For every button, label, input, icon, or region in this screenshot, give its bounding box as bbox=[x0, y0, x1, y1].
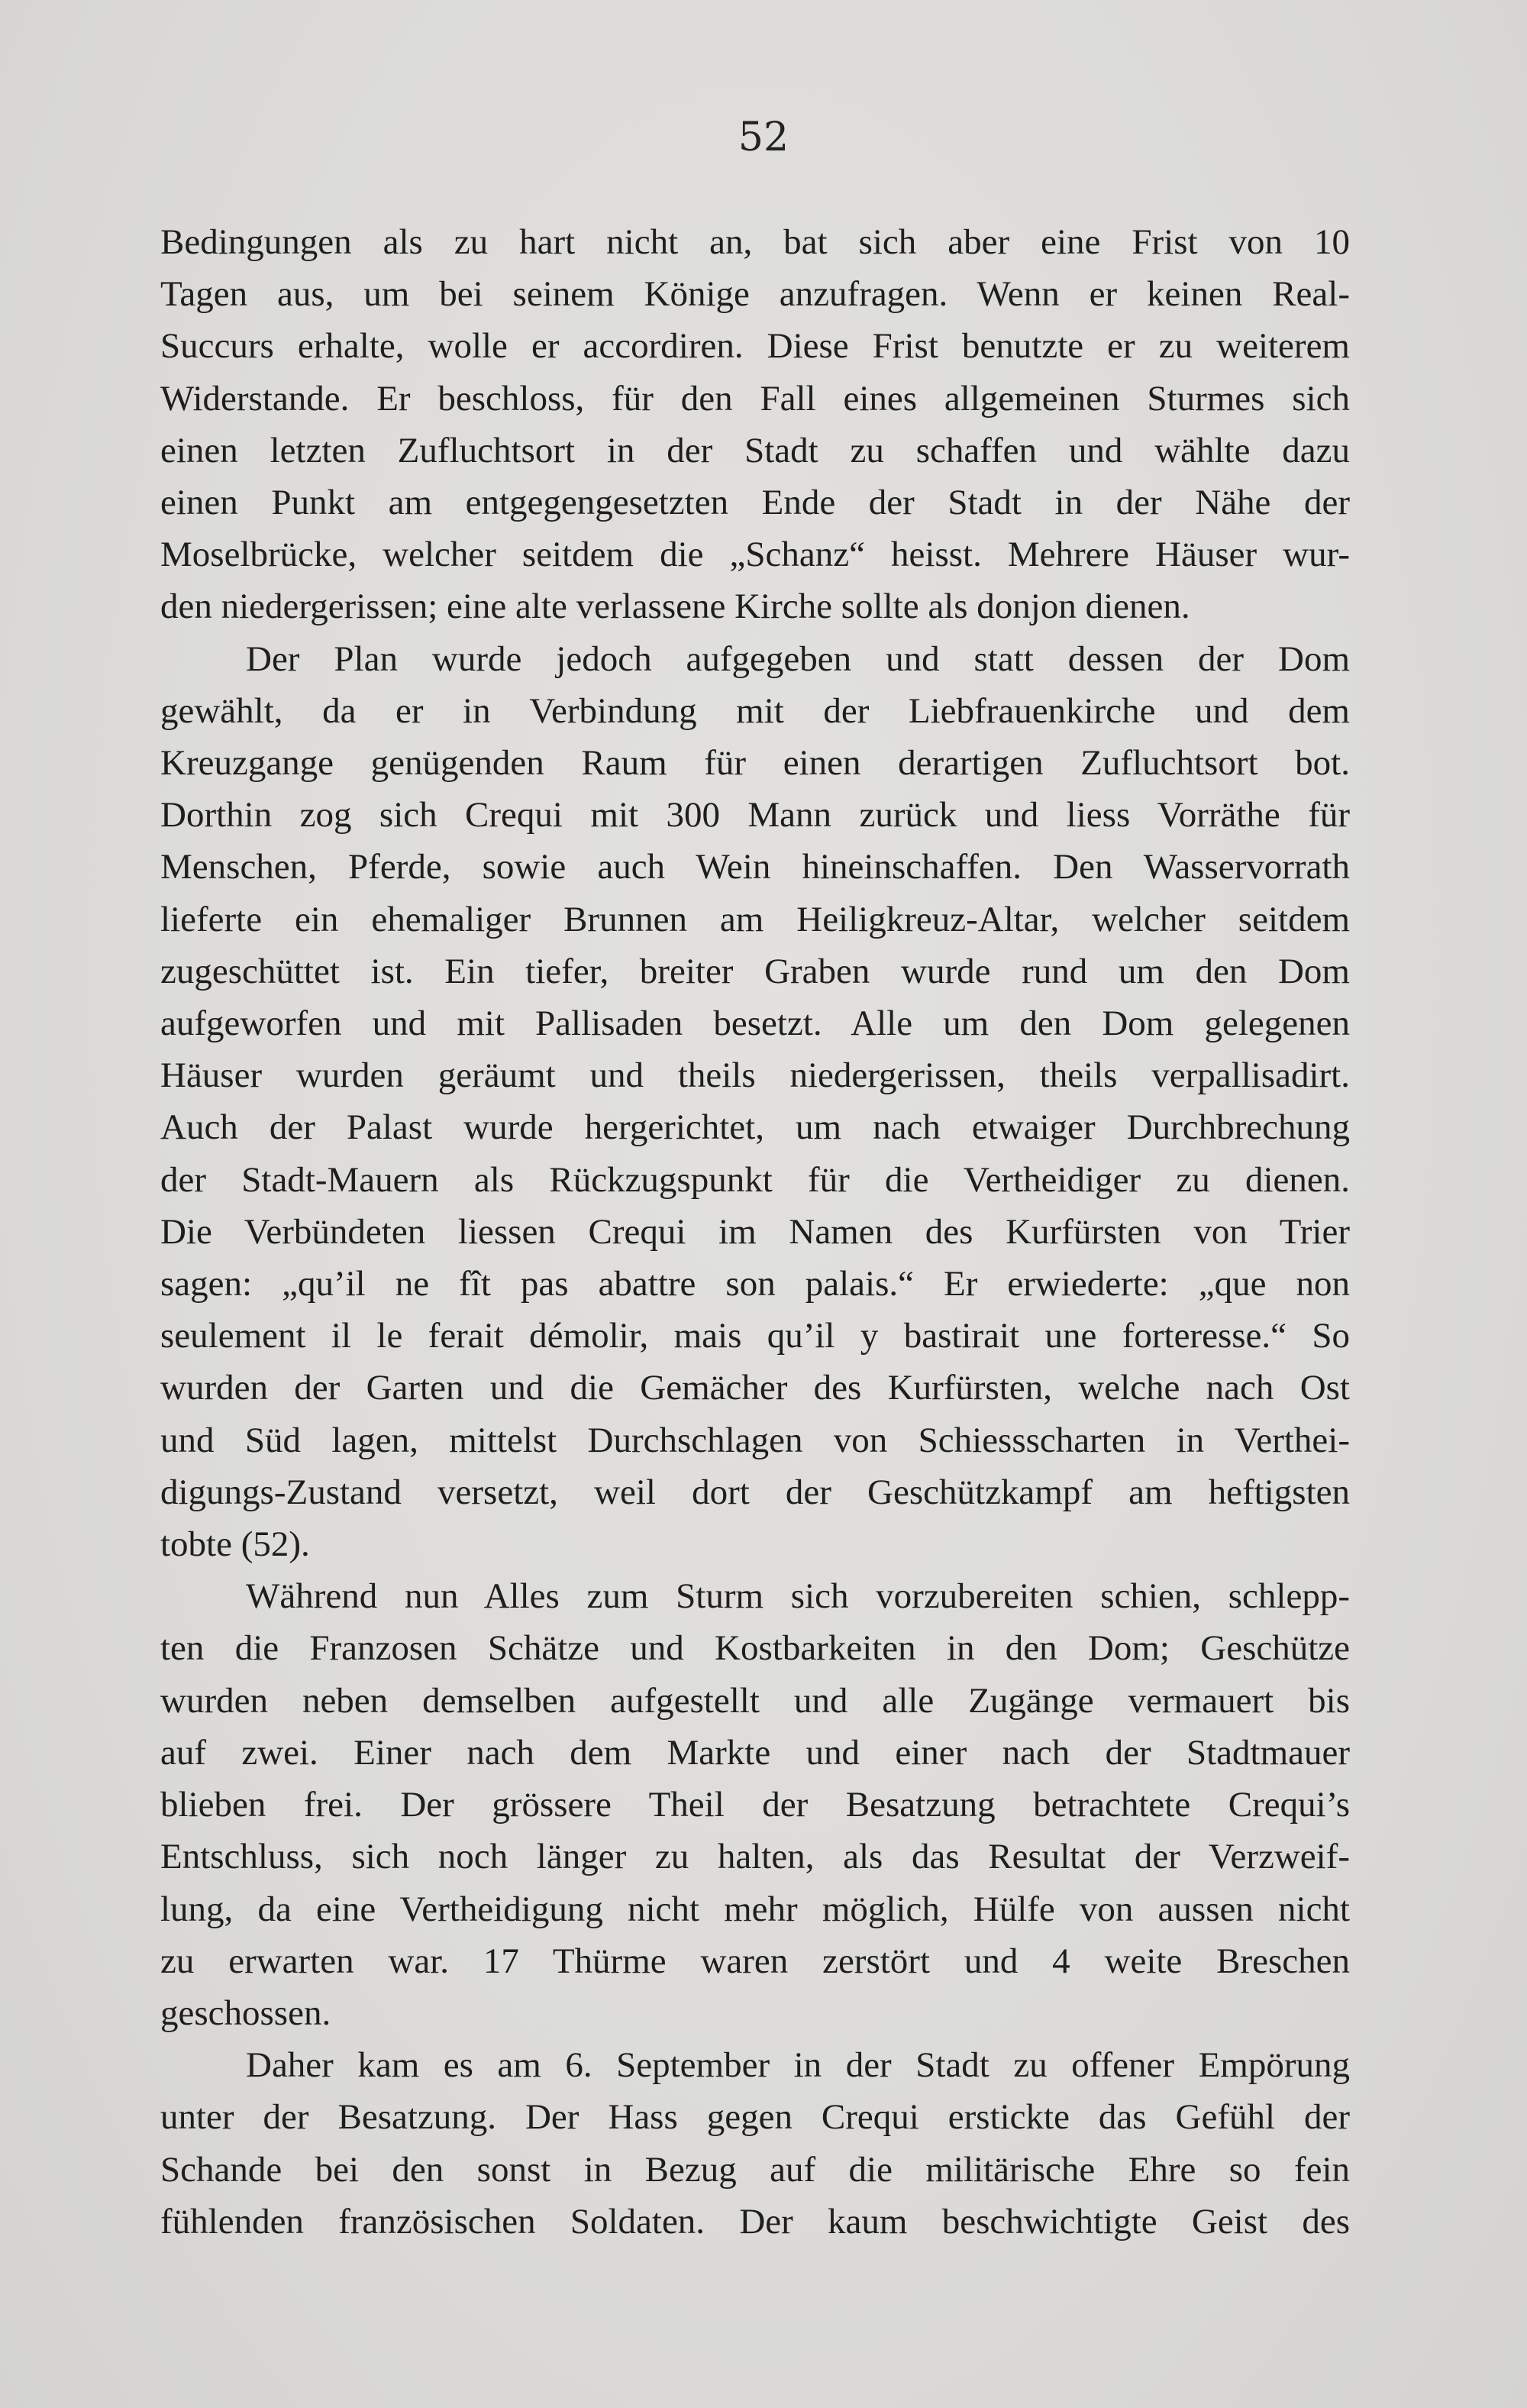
text-line: geschossen. bbox=[160, 1993, 331, 2033]
text-line: lieferte ein ehemaliger Brunnen am Heiligkreuz-Altar, welcher seitdem bbox=[160, 899, 1350, 939]
text-line: wurden neben demselben aufgestellt und alle Zugänge vermauert bis bbox=[160, 1680, 1350, 1721]
text-line: lung, da eine Vertheidigung nicht mehr möglich, Hülfe von aussen nicht bbox=[160, 1889, 1350, 1929]
text-line: Menschen, Pferde, sowie auch Wein hineinschaffen. Den Wasservorrath bbox=[160, 847, 1350, 887]
text-line: Moselbrücke, welcher seitdem die „Schanz“ heisst. Mehrere Häuser wur- bbox=[160, 535, 1350, 575]
text-line: Schande bei den sonst in Bezug auf die militärische Ehre so fein bbox=[160, 2149, 1350, 2190]
text-line: gewählt, da er in Verbindung mit der Liebfrauenkirche und dem bbox=[160, 690, 1350, 731]
text-line: Der Plan wurde jedoch aufgegeben und statt dessen der Dom bbox=[246, 638, 1350, 679]
paragraph bbox=[160, 2039, 1350, 2248]
text-line: tobte (52). bbox=[160, 1524, 310, 1565]
paragraph bbox=[160, 216, 1350, 633]
text-line: Während nun Alles zum Sturm sich vorzubereiten schien, schlepp- bbox=[246, 1576, 1350, 1617]
text-line: der Stadt-Mauern als Rückzugspunkt für die Vertheidiger zu dienen. bbox=[160, 1159, 1350, 1200]
paragraph bbox=[160, 633, 1350, 1571]
text-line: und Süd lagen, mittelst Durchschlagen von Schiessscharten in Verthei- bbox=[160, 1420, 1350, 1460]
text-line: seulement il le ferait démolir, mais qu’il y bastirait une forteresse.“ So bbox=[160, 1316, 1350, 1356]
text-line: einen letzten Zufluchtsort in der Stadt zu schaffen und wählte dazu bbox=[160, 430, 1350, 470]
paragraph bbox=[160, 1570, 1350, 2039]
page-number: 52 bbox=[738, 115, 789, 160]
text-line: Tagen aus, um bei seinem Könige anzufragen. Wenn er keinen Real- bbox=[160, 274, 1350, 315]
text-line: Die Verbündeten liessen Crequi im Namen des Kurfürsten von Trier bbox=[160, 1211, 1350, 1252]
text-line: Kreuzgange genügenden Raum für einen derartigen Zufluchtsort bot. bbox=[160, 743, 1350, 784]
text-line: Widerstande. Er beschloss, für den Fall eines allgemeinen Sturmes sich bbox=[160, 378, 1350, 419]
text-line: zu erwarten war. 17 Thürme waren zerstört und 4 weite Breschen bbox=[160, 1941, 1350, 1981]
text-line: digungs-Zustand versetzt, weil dort der Geschützkampf am heftigsten bbox=[160, 1472, 1350, 1512]
text-line: Dorthin zog sich Crequi mit 300 Mann zurück und liess Vorräthe für bbox=[160, 795, 1350, 836]
text-line: den niedergerissen; eine alte verlassene Kirche sollte als donjon dienen. bbox=[160, 587, 1190, 627]
text-line: sagen: „qu’il ne fît pas abattre son palais.“ Er erwiederte: „que non bbox=[160, 1264, 1350, 1304]
text-line: wurden der Garten und die Gemächer des Kurfürsten, welche nach Ost bbox=[160, 1368, 1350, 1408]
text-line: aufgeworfen und mit Pallisaden besetzt. Alle um den Dom gelegenen bbox=[160, 1004, 1350, 1044]
text-line: Häuser wurden geräumt und theils niedergerissen, theils verpallisadirt. bbox=[160, 1055, 1350, 1096]
text-line: Entschluss, sich noch länger zu halten, als das Resultat der Verzweif- bbox=[160, 1837, 1350, 1877]
text-line: einen Punkt am entgegengesetzten Ende der Stadt in der Nähe der bbox=[160, 483, 1350, 523]
text-line: Bedingungen als zu hart nicht an, bat sich aber eine Frist von 10 bbox=[160, 222, 1350, 262]
body-text bbox=[160, 216, 1350, 2248]
text-line: ten die Franzosen Schätze und Kostbarkeiten in den Dom; Geschütze bbox=[160, 1628, 1350, 1669]
text-line: Succurs erhalte, wolle er accordiren. Diese Frist benutzte er zu weiterem bbox=[160, 326, 1350, 367]
text-line: blieben frei. Der grössere Theil der Besatzung betrachtete Crequi’s bbox=[160, 1785, 1350, 1825]
text-line: fühlenden französischen Soldaten. Der kaum beschwichtigte Geist des bbox=[160, 2201, 1350, 2242]
text-line: zugeschüttet ist. Ein tiefer, breiter Graben wurde rund um den Dom bbox=[160, 951, 1350, 991]
text-line: Daher kam es am 6. September in der Stadt zu offener Empörung bbox=[246, 2045, 1350, 2086]
text-line: unter der Besatzung. Der Hass gegen Crequi erstickte das Gefühl der bbox=[160, 2097, 1350, 2138]
text-line: auf zwei. Einer nach dem Markte und einer nach der Stadtmauer bbox=[160, 1732, 1350, 1773]
text-line: Auch der Palast wurde hergerichtet, um nach etwaiger Durchbrechung bbox=[160, 1107, 1350, 1148]
